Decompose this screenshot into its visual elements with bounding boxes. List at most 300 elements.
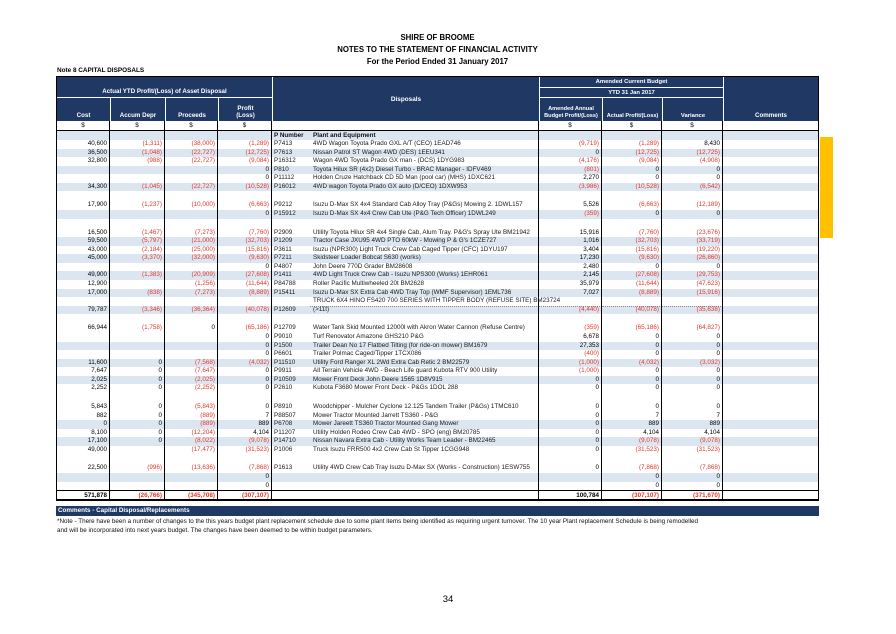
cell-cost: 34,300 [57,183,110,192]
table-row [57,166,818,175]
cell-accum [110,473,165,482]
cell-pnum: P16312 [274,157,296,165]
cell-currency: $ [662,121,723,130]
sub-header-row [57,131,818,140]
cell-comments [723,403,818,412]
header-actual-ytd-group: Actual YTD Profit/(Loss) of Asset Disposal [57,77,272,97]
cell-profit: 0 [218,350,272,359]
cell-cost [57,342,110,351]
cell-accum [110,342,165,351]
cell-pnum: P11207 [274,428,296,436]
cell-budget: 7,027 [539,289,602,298]
cell-budget: (3,986) [539,183,602,192]
header-comments: Comments [723,77,818,121]
cell-accum [110,482,165,491]
cell-accum [110,350,165,359]
cell-cost: 36,500 [57,149,110,158]
cell-actual: 0 [602,333,662,342]
cell-proceeds: (7,568) [165,359,218,368]
cell-cost: 8,100 [57,429,110,438]
cell-actual: (40,078) [602,306,662,315]
header-budget-line1: Amended Annual [548,106,594,113]
cell-comments [723,437,818,446]
cell-variance: (33,719) [662,237,723,246]
cell-comments [723,429,818,438]
cell-profit: (1,289) [218,140,272,149]
cell-proceeds [165,210,218,219]
cell-accum [110,191,165,201]
org-title: SHIRE OF BROOME [400,33,475,42]
cell-actual: (31,523) [602,446,662,455]
header-profit-line2: (Loss) [236,112,255,119]
cell-budget: (9,719) [539,140,602,149]
cell-proceeds: (22,727) [165,183,218,192]
cell-empty [165,131,218,140]
cell-actual: 4,104 [602,429,662,438]
cell-comments [723,393,818,403]
cell-budget [539,191,602,201]
cell-desc: Isuzu D-Max SX Extra Cab 4WD Tray Top (WMF Supervisor) 1EML736 [310,289,539,298]
cell-budget: 0 [539,420,602,429]
cell-variance: (6,542) [662,183,723,192]
cell-proceeds: (38,000) [165,140,218,149]
cell-proceeds: 0 [165,324,218,333]
cell-variance: 4,104 [662,429,723,438]
cell-pnum: P11112 [274,174,295,182]
cell-cost: 16,500 [57,229,110,238]
cell-accum [110,454,165,464]
cell-comments [723,359,818,368]
table-row [57,437,818,446]
cell-cost: 22,500 [57,464,110,473]
cell-variance: (19,220) [662,246,723,255]
table-row [57,229,818,238]
cell-cost: 17,900 [57,201,110,210]
cell-desc: Utility Holden Rodeo Crew Cab 4WD - SPO (eng) BM20785 [310,429,539,438]
cell-pnum: P1613 [274,464,293,472]
cell-pnum: P7613 [274,148,293,156]
cell-desc: Utility Ford Ranger XL 2Wd Extra Cab Retic 2 BM22579 [310,359,539,368]
cell-pnum: P7211 [274,254,292,262]
cell-profit: (65,186) [218,324,272,333]
cell-cost: 45,000 [57,254,110,263]
cell-actual: (1,289) [602,140,662,149]
cell-variance: (23,676) [662,229,723,238]
cell-cost: 59,500 [57,237,110,246]
cell-empty [539,131,602,140]
cell-proceeds: (889) [165,420,218,429]
capital-disposals-table [56,76,819,501]
cell-cost [57,393,110,403]
cell-pnum: P1006 [274,445,293,453]
header-profit-loss [218,97,272,121]
cell-cost: 0 [57,420,110,429]
cell-pnum: P14710 [274,437,296,445]
doc-title: NOTES TO THE STATEMENT OF FINANCIAL ACTIVITY [337,45,538,54]
cell-variance: 0 [662,384,723,393]
cell-pnum: P12609 [274,305,296,313]
cell-profit: 0 [218,166,272,175]
cell-comments [723,306,818,315]
cell-comments [723,149,818,158]
cell-variance: 0 [662,210,723,219]
cell-actual: (8,889) [602,289,662,298]
cell-pnum: P1411 [274,271,292,279]
cell-actual: 0 [602,367,662,376]
cell-accum: 0 [110,412,165,421]
cell-proceeds: (7,273) [165,229,218,238]
cell-variance [662,454,723,464]
cell-actual [602,454,662,464]
cell-actual: 0 [602,342,662,351]
cell-proceeds [165,219,218,229]
cell-cost: 7,647 [57,367,110,376]
cell-proceeds: (8,022) [165,437,218,446]
cell-desc: Kubota F3680 Mower Front Deck - P&Gs 1DOL 288 [310,384,539,393]
table-row [57,201,818,210]
cell-accum: 0 [110,420,165,429]
comments-note-line1: *Note - There have been a number of changes to the this years budget plant replacement schedule due to some plant items being identified as requiring urgent turnover. The 10 year Plant replacement Schedule is being remodelled [57,518,699,525]
cell-pnum [272,482,310,491]
cell-cost [57,166,110,175]
table-row [57,384,818,393]
cell-pnum: P9911 [274,367,292,375]
cell-comments [723,314,818,324]
cell-pnum [272,191,310,201]
cell-accum: 0 [110,376,165,385]
cell-pnum: P7413 [274,140,293,147]
cell-profit: (15,816) [218,246,272,255]
cell-cost: 43,000 [57,246,110,255]
cell-accum: 0 [110,367,165,376]
cell-desc: 4WD wagon Toyota Prado GX auto (D/CEO) 1DXW953 [310,183,539,192]
cell-desc [310,393,539,403]
cell-actual: 0 [602,376,662,385]
cell-cost [57,473,110,482]
cell-budget: 5,526 [539,201,602,210]
cell-pnum: P15411 [274,288,296,296]
cell-desc: 4WD Light Truck Crew Cab - Isuzu NPS300 (Works) 1EHR061 [310,271,539,280]
cell-cost: 2,252 [57,384,110,393]
cell-profit: (10,528) [218,183,272,192]
cell-variance: (7,868) [662,464,723,473]
cell-budget [539,482,602,491]
cell-actual: (65,186) [602,324,662,333]
cell-cost: 5,843 [57,403,110,412]
cell-desc: Roller Pacific Multiwheeled 20t BM2628 [310,280,539,289]
cell-profit: (7,868) [218,464,272,473]
cell-accum: 0 [110,429,165,438]
cell-actual: (9,630) [602,254,662,263]
cell-variance: (29,753) [662,271,723,280]
cell-empty [310,121,539,130]
cell-pnum [272,454,310,464]
table-row [57,333,818,342]
cell-profit: 889 [218,420,272,429]
cell-budget: 0 [539,412,602,421]
header-disposals: Disposals [272,77,539,121]
cell-pnum: P4807 [274,262,293,270]
cell-comments [723,157,818,166]
cell-desc: Truck Isuzu FRR500 4x2 Crew Cab St Tipper 1CGG948 [310,446,539,455]
cell-profit: (31,523) [218,446,272,455]
cell-pnum: P2909 [274,228,293,236]
cell-comments [723,210,818,219]
cell-budget: 2,480 [539,263,602,272]
cell-cost [57,219,110,229]
cell-profit: (7,760) [218,229,272,238]
cell-accum: (2,184) [110,246,165,255]
cell-cost [57,263,110,272]
cell-desc: Nissan Patrol ST Wagon 4WD (DES) 1EEU341 [310,149,539,158]
cell-cost: 2,025 [57,376,110,385]
table-row [57,420,818,429]
cell-desc: All Terrain Vehicle 4WD - Beach Life guard Kubota RTV 900 Utility [310,367,539,376]
highlight-marker [820,137,833,238]
cell-empty [723,131,818,140]
table-row [57,464,818,473]
cell-actual: 0 [602,403,662,412]
cell-proceeds [165,454,218,464]
cell-pnum: P1209 [274,237,293,245]
cell-comments [723,183,818,192]
cell-profit: (4,032) [218,359,272,368]
cell-desc [310,314,539,324]
cell-pnum: P6708 [274,420,293,428]
table-row [57,482,818,491]
cell-comments [723,271,818,280]
cell-currency: $ [57,121,110,130]
cell-empty [310,491,539,499]
cell-proceeds: (7,273) [165,289,218,298]
table-row [57,446,818,455]
cell-profit [218,219,272,229]
cell-currency: $ [165,121,218,130]
cell-cost [57,454,110,464]
cell-variance: 0 [662,376,723,385]
cell-variance: (15,916) [662,289,723,298]
cell-pnum: P9212 [274,201,293,209]
total-profit-loss: (307,107) [218,491,272,499]
cell-cost: 17,100 [57,437,110,446]
cell-variance: 0 [662,403,723,412]
header-amended-current-budget: Amended Current Budget [539,77,723,87]
table-row [57,342,818,351]
cell-actual: (10,528) [602,183,662,192]
cell-profit: 0 [218,482,272,491]
cell-profit: (32,703) [218,237,272,246]
cell-proceeds [165,333,218,342]
comments-note [57,518,837,536]
comments-note-line2: and will be incorporated into next years budget. The changes have been deemed to be within budget parameters. [57,526,373,534]
cell-accum: (3,346) [110,306,165,315]
cell-comments [723,246,818,255]
cell-budget [539,393,602,403]
cell-cost: 882 [57,412,110,421]
cell-empty [723,121,818,130]
cell-variance: 0 [662,333,723,342]
table-row [57,367,818,376]
cell-actual: 7 [602,412,662,421]
cell-profit: 4,104 [218,429,272,438]
cell-actual: 0 [602,482,662,491]
table-row [57,324,818,333]
cell-cost: 49,000 [57,446,110,455]
cell-actual: (27,608) [602,271,662,280]
cell-proceeds: (25,000) [165,246,218,255]
cell-proceeds: (5,843) [165,403,218,412]
cell-comments [723,446,818,455]
total-accum-depr: (26,766) [110,491,165,499]
table-row [57,403,818,412]
cell-accum [110,280,165,289]
cell-accum: 0 [110,403,165,412]
cell-cost: 40,600 [57,140,110,149]
cell-actual: (6,663) [602,201,662,210]
cell-budget: 3,404 [539,246,602,255]
cell-proceeds [165,473,218,482]
cell-comments [723,201,818,210]
cell-empty [272,121,310,130]
cell-desc: Utility 4WD Crew Cab Tray Isuzu D-Max SX (Works - Construction) 1ESW755 [310,464,539,473]
cell-pnum: P2610 [274,384,293,392]
cell-accum: (838) [110,289,165,298]
blank-row [57,454,818,464]
cell-empty [218,131,272,140]
cell-proceeds [165,263,218,272]
cell-desc: John Deere 770D Grader BM28608 [310,263,539,272]
cell-accum: (996) [110,464,165,473]
cell-empty [723,491,818,499]
cell-accum: (1,383) [110,271,165,280]
cell-comments [723,140,818,149]
header-amended-annual-budget [539,97,602,121]
cell-actual: 0 [602,473,662,482]
cell-actual: 0 [602,263,662,272]
cell-profit [218,191,272,201]
cell-profit: (9,084) [218,157,272,166]
total-actual: (307,107) [602,491,662,499]
cell-profit: 0 [218,210,272,219]
cell-empty [662,131,723,140]
cell-comments [723,263,818,272]
cell-pnum: P9010 [274,332,293,340]
cell-accum [110,166,165,175]
cell-comments [723,464,818,473]
cell-empty [110,131,165,140]
cell-proceeds [165,166,218,175]
cell-profit: 0 [218,384,272,393]
cell-profit: (12,725) [218,149,272,158]
cell-profit: (11,644) [218,280,272,289]
cell-budget: 0 [539,149,602,158]
cell-cost: 32,800 [57,157,110,166]
cell-actual [602,219,662,229]
cell-actual: 0 [602,384,662,393]
table-row [57,210,818,219]
cell-actual: (7,868) [602,464,662,473]
comments-section-header: Comments - Capital Disposal/Replacements [56,506,819,516]
cell-proceeds: (32,000) [165,254,218,263]
cell-desc [310,454,539,464]
cell-actual: 0 [602,350,662,359]
cell-cost [57,333,110,342]
total-cost: 571,878 [57,491,110,499]
cell-budget [539,473,602,482]
cell-cost [57,191,110,201]
cell-comments [723,420,818,429]
cell-desc: Tractor Case JXU95 4WD PTO 60kW - Mowing P & G's 1CZE727 [310,237,539,246]
cell-budget: (359) [539,210,602,219]
cell-cost [57,482,110,491]
cell-accum: (1,237) [110,201,165,210]
cell-desc: Skidsteer Loader Bobcat S630 (works) [310,254,539,263]
cell-cost: 49,900 [57,271,110,280]
cell-variance: (12,189) [662,201,723,210]
cell-variance: (4,908) [662,157,723,166]
cell-actual: 0 [602,210,662,219]
cell-comments [723,412,818,421]
cell-accum [110,263,165,272]
table-row [57,412,818,421]
cell-cost: 12,900 [57,280,110,289]
period-subtitle: For the Period Ended 31 January 2017 [366,57,509,66]
total-row [57,490,818,500]
cell-desc: TRUCK 6X4 HINO FS420 700 SERIES WITH TIPPER BODY (REFUSE SITE) BM23724 [310,297,539,306]
cell-comments [723,384,818,393]
sub-header-plant-equipment: Plant and Equipment [310,131,539,140]
cell-accum: (1,045) [110,183,165,192]
cell-pnum [272,473,310,482]
cell-cost: 79,787 [57,306,110,315]
cell-comments [723,454,818,464]
cell-actual: (9,078) [602,437,662,446]
cell-desc: Isuzu D-Max SX 4x4 Standard Cab Alloy Tray (P&Gs) Mowing 2. 1DWL157 [310,201,539,210]
total-amended-budget: 100,784 [539,491,602,499]
table-row [57,289,818,298]
blank-row [57,393,818,403]
cell-budget [539,219,602,229]
cell-accum: (3,370) [110,254,165,263]
cell-desc: Mower Jareett TS360 Tractor Mounted Gang Mower [310,420,539,429]
cell-budget: (1,000) [539,359,602,368]
cell-accum: (1,048) [110,149,165,158]
cell-profit: (8,889) [218,289,272,298]
cell-actual: (15,816) [602,246,662,255]
cell-proceeds: (1,256) [165,280,218,289]
cell-currency: $ [218,121,272,130]
cell-desc: Trailer Polmac Caged/Tipper 1TCX086 [310,350,539,359]
cell-profit: 0 [218,367,272,376]
cell-cost: 17,000 [57,289,110,298]
cell-profit: 0 [218,263,272,272]
cell-variance: (3,032) [662,359,723,368]
table-row [57,306,818,315]
blank-row [57,219,818,229]
cell-comments [723,324,818,333]
cell-pnum: P16012 [274,182,296,190]
table-row [57,183,818,192]
cell-actual [602,393,662,403]
table-row [57,140,818,149]
cell-profit: 0 [218,342,272,351]
cell-proceeds: (20,909) [165,271,218,280]
cell-profit: 0 [218,473,272,482]
cell-pnum [272,219,310,229]
cell-proceeds: (22,727) [165,149,218,158]
table-row [57,359,818,368]
cell-profit: (6,663) [218,201,272,210]
